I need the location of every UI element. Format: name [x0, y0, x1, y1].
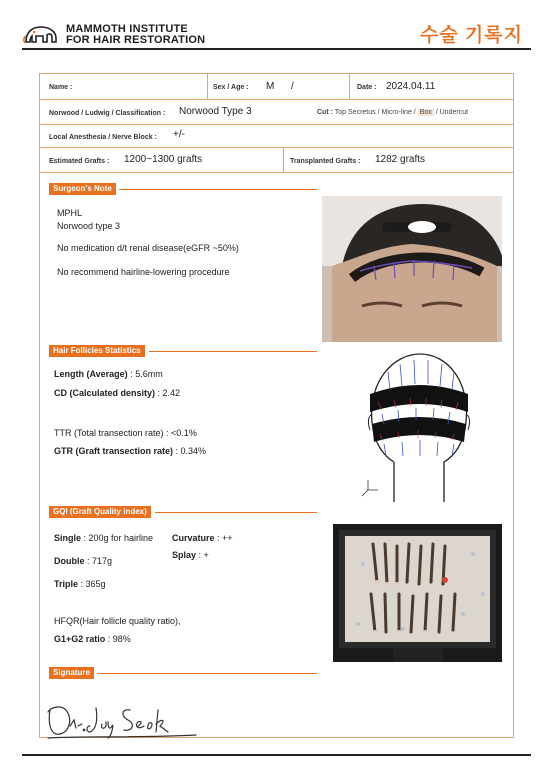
form-row-grafts — [39, 148, 514, 173]
logo-line-2: FOR HAIR RESTORATION — [66, 34, 206, 46]
sex-age-label: Sex / Age : — [213, 84, 249, 91]
curvature-stat: Curvature : ++ — [172, 533, 233, 543]
form-row-classification — [39, 100, 514, 125]
hfqr-line: HFQR(Hair follicle quality ratio), — [54, 616, 181, 626]
cut-option: Top Secretus — [334, 109, 376, 116]
divider — [349, 73, 350, 99]
hairline-photo — [322, 196, 502, 342]
splay-stat: Splay : + — [172, 550, 209, 560]
length-stat: Length (Average) : 5.6mm — [54, 369, 163, 379]
double-stat: Double : 717g — [54, 556, 113, 566]
g1g2-stat: G1+G2 ratio : 98% — [54, 634, 131, 644]
institute-logo — [22, 22, 206, 46]
form-row-anesthesia — [39, 125, 514, 148]
donor-area-diagram — [358, 352, 480, 502]
gtr-stat: GTR (Graft transection rate) : 0.34% — [54, 446, 207, 456]
graft-microscope-photo — [333, 524, 502, 662]
triple-stat: Triple : 365g — [54, 579, 106, 589]
date-label: Date : — [357, 84, 377, 91]
name-label: Name : — [49, 84, 73, 91]
sex-age-value: M / — [266, 81, 294, 92]
note-line: Norwood type 3 — [57, 221, 121, 231]
classification-label: Norwood / Ludwig / Classification : — [49, 110, 166, 117]
document-title: 수술 기록지 — [419, 25, 523, 46]
anesthesia-label: Local Anesthesia / Nerve Block : — [49, 134, 157, 141]
cd-stat: CD (Calculated density) : 2.42 — [54, 388, 181, 398]
cut-options: Cut : Top Secretus / Micro-line / Box / Undercut — [317, 109, 469, 116]
divider — [283, 148, 284, 172]
estimated-grafts-label: Estimated Grafts : — [49, 158, 110, 165]
date-value: 2024.04.11 — [386, 81, 436, 92]
form-row-basic — [39, 73, 514, 100]
transplanted-grafts-label: Transplanted Grafts : — [290, 158, 361, 165]
cut-option: Micro-line — [381, 109, 412, 116]
header-divider — [22, 48, 531, 50]
note-line: No recommend hairline-lowering procedure — [57, 267, 230, 277]
doctor-signature — [46, 698, 206, 742]
logo-line-1: MAMMOTH INSTITUTE — [66, 23, 188, 35]
section-title: Signature — [49, 667, 94, 679]
section-title: GQI (Graft Quality index) — [49, 506, 151, 518]
note-line: No medication d/t renal disease(eGFR ~50%) — [57, 243, 239, 253]
note-line: MPHL — [57, 208, 83, 218]
cut-label: Cut : — [317, 109, 333, 116]
divider — [207, 73, 208, 99]
single-stat: Single : 200g for hairline — [54, 533, 154, 543]
ttr-stat: TTR (Total transection rate) : <0.1% — [54, 428, 197, 438]
footer-divider — [22, 754, 531, 756]
transplanted-grafts-value: 1282 grafts — [375, 154, 426, 165]
section-title: Surgeon's Note — [49, 183, 116, 195]
section-title: Hair Follicles Statistics — [49, 345, 145, 357]
anesthesia-value: +/- — [173, 129, 185, 140]
cut-option-selected: Box — [419, 109, 432, 116]
classification-value: Norwood Type 3 — [179, 106, 252, 117]
mammoth-icon — [22, 24, 62, 44]
cut-option: Undercut — [439, 109, 469, 116]
estimated-grafts-value: 1200~1300 grafts — [124, 154, 203, 165]
